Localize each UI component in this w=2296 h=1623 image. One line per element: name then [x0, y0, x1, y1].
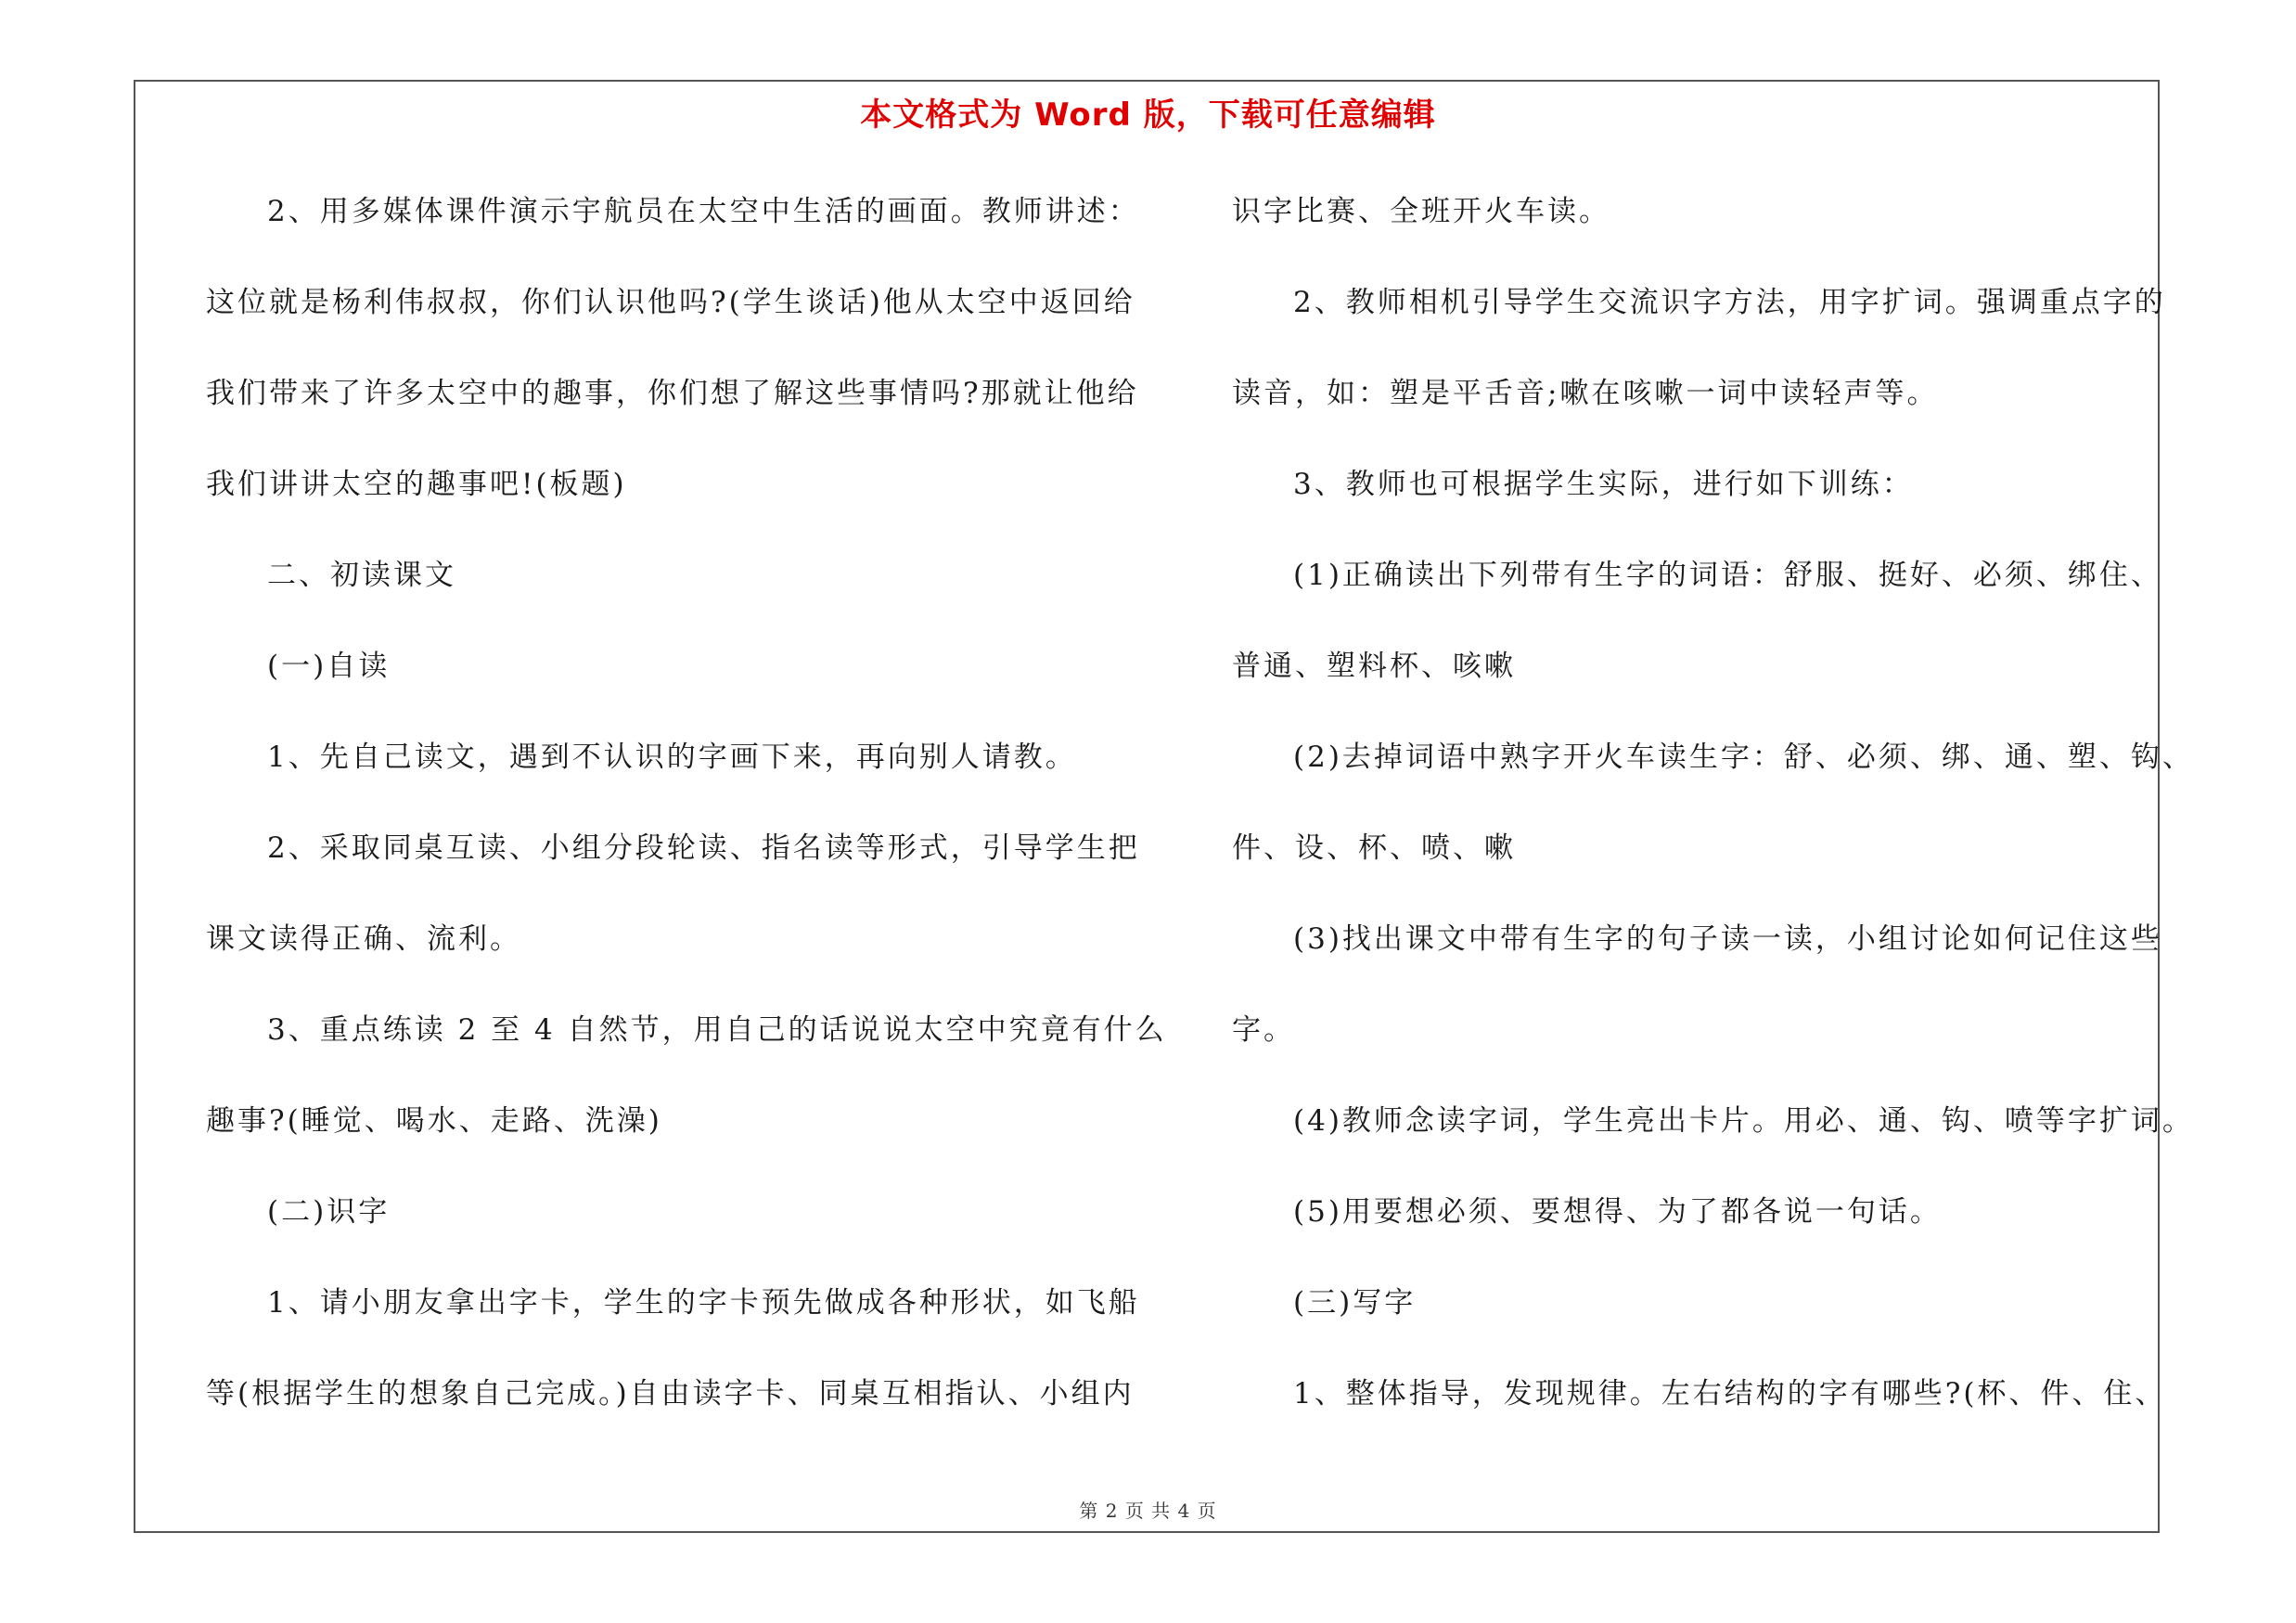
text-line: (一)自读	[267, 650, 391, 683]
text-line: 等(根据学生的想象自己完成。)自由读字卡、同桌互相指认、小组内	[206, 1377, 1135, 1410]
text-line: 普通、塑料杯、咳嗽	[1232, 650, 1516, 683]
text-line: 这位就是杨利伟叔叔，你们认识他吗?(学生谈话)他从太空中返回给	[206, 286, 1135, 319]
text-line: 趣事?(睡觉、喝水、走路、洗澡)	[206, 1104, 662, 1138]
text-line: 识字比赛、全班开火车读。	[1232, 195, 1610, 228]
right-column	[1232, 182, 2194, 1455]
text-line: 1、请小朋友拿出字卡，学生的字卡预先做成各种形状，如飞船	[267, 1286, 1140, 1320]
text-line: 读音，如：塑是平舌音;嗽在咳嗽一词中读轻声等。	[1232, 377, 1939, 410]
text-line: (5)用要想必须、要想得、为了都各说一句话。	[1293, 1195, 1942, 1229]
left-column	[206, 182, 1167, 1455]
text-line: 我们带来了许多太空中的趣事，你们想了解这些事情吗?那就让他给	[206, 377, 1139, 410]
text-line: (1)正确读出下列带有生字的词语：舒服、挺好、必须、绑住、	[1293, 559, 2162, 592]
text-line: 二、初读课文	[267, 559, 456, 592]
format-banner: 本文格式为 Word 版，下载可任意编辑	[860, 97, 1436, 134]
text-line: 2、用多媒体课件演示宇航员在太空中生活的画面。教师讲述：	[267, 195, 1140, 228]
text-line: 2、采取同桌互读、小组分段轮读、指名读等形式，引导学生把	[267, 831, 1140, 865]
text-line: 3、重点练读 2 至 4 自然节，用自己的话说说太空中究竟有什么	[267, 1013, 1167, 1047]
text-line: 字。	[1232, 1013, 1295, 1047]
text-line: 1、先自己读文，遇到不认识的字画下来，再向别人请教。	[267, 741, 1077, 774]
text-line: 1、整体指导，发现规律。左右结构的字有哪些?(杯、件、住、	[1293, 1377, 2167, 1410]
text-line: (2)去掉词语中熟字开火车读生字：舒、必须、绑、通、塑、钩、	[1293, 741, 2194, 774]
text-line: (4)教师念读字词，学生亮出卡片。用必、通、钩、喷等字扩词。	[1293, 1104, 2194, 1138]
text-line: 课文读得正确、流利。	[206, 922, 521, 956]
page-number-footer: 第 2 页 共 4 页	[1079, 1500, 1217, 1522]
text-line: 我们讲讲太空的趣事吧!(板题)	[206, 468, 627, 501]
text-line: 3、教师也可根据学生实际，进行如下训练：	[1293, 468, 1914, 501]
text-line: 件、设、杯、喷、嗽	[1232, 831, 1516, 865]
text-line: (3)找出课文中带有生字的句子读一读，小组讨论如何记住这些	[1293, 922, 2162, 956]
text-line: 2、教师相机引导学生交流识字方法，用字扩词。强调重点字的	[1293, 286, 2166, 319]
text-line: (二)识字	[267, 1195, 391, 1229]
text-line: (三)写字	[1293, 1286, 1417, 1320]
